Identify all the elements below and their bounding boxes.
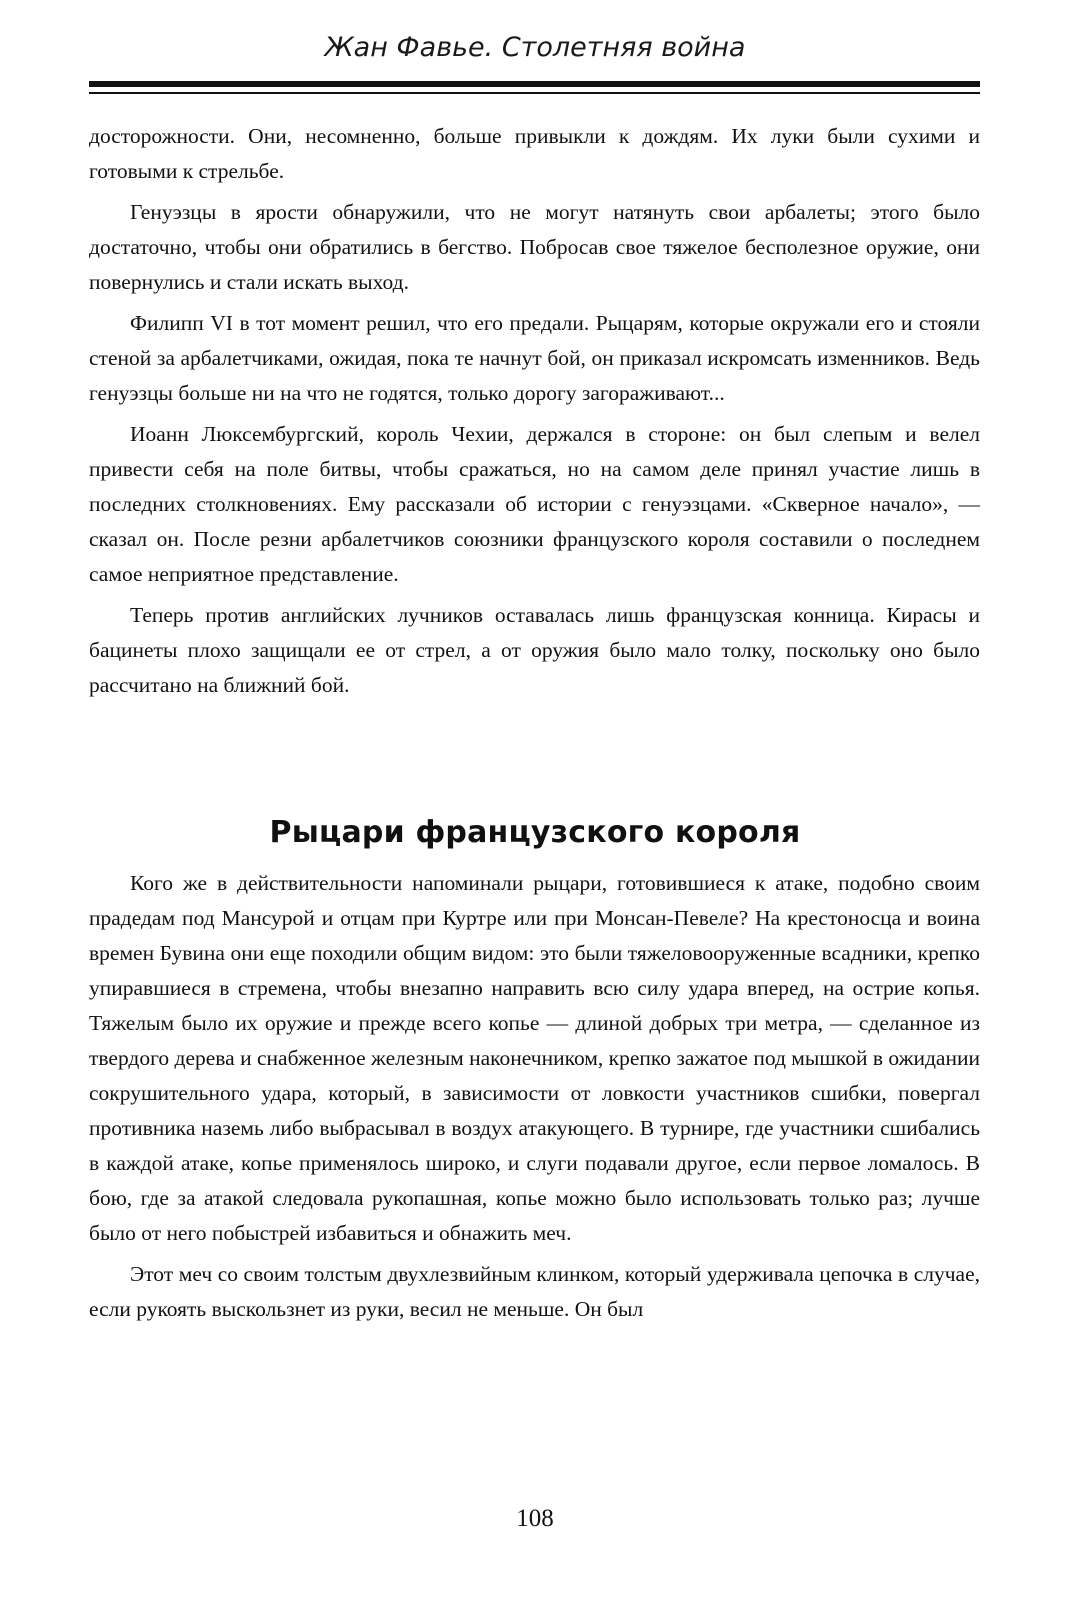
paragraph: Этот меч со своим толстым двухлезвийным клинком, который удерживала цепочка в случае, если рукоять выскользнет из руки, весил не меньше. Он был <box>89 1262 980 1321</box>
paragraph: Генуэзцы в ярости обнаружили, что не могут натянуть свои арбалеты; этого было достаточно, чтобы они обратились в бегство. Побросав свое тяжелое бесполезное оружие, они повернулись и стали искать выход. <box>89 200 980 294</box>
header-rule-thick <box>89 81 980 87</box>
paragraph: Теперь против английских лучников оставалась лишь французская конница. Кирасы и бацинеты плохо защищали ее от стрел, а от оружия было мало толку, поскольку оно было рассчитано на ближний бой. <box>89 603 980 697</box>
running-head: Жан Фавье. Столетняя война <box>324 32 746 63</box>
text-block-after-heading <box>89 866 980 1327</box>
section-heading: Рыцари французского короля <box>269 815 801 850</box>
paragraph: досторожности. Они, несомненно, больше привыкли к дождям. Их луки были сухими и готовыми к стрельбе. <box>89 124 980 183</box>
paragraph: Иоанн Люксембургский, король Чехии, держался в стороне: он был слепым и велел привести себя на поле битвы, чтобы сражаться, но на самом деле принял участие лишь в последних столкновениях. Ему рассказали об истории с генуэзцами. «Скверное начало», — сказал он. После резни арбалетчиков союзники французского короля составили о последнем самое неприятное представление. <box>89 422 980 586</box>
page-number: 108 <box>516 1505 554 1532</box>
paragraph: Филипп VI в тот момент решил, что его предали. Рыцарям, которые окружали его и стояли стеной за арбалетчиками, ожидая, пока те начнут бой, он приказал искромсать изменников. Ведь генуэзцы больше ни на что не годятся, только дорогу загораживают... <box>89 311 980 405</box>
text-block-before-heading <box>89 119 980 703</box>
paragraph: Кого же в действительности напоминали рыцари, готовившиеся к атаке, подобно своим прадедам под Мансурой и отцам при Куртре или при Монсан-Певеле? На крестоносца и воина времен Бувина они еще походили общим видом: это были тяжеловооруженные всадники, крепко упиравшиеся в стремена, чтобы внезапно направить всю силу удара вперед, на острие копья. Тяжелым было их оружие и прежде всего копье — длиной добрых три метра, — сделанное из твердого дерева и снабженное железным наконечником, крепко зажатое под мышкой в ожидании сокрушительного удара, который, в зависимости от ловкости участников сшибки, повергал противника наземь либо выбрасывал в воздух атакующего. В турнире, где участники сшибались в каждой атаке, копье применялось широко, и слуги подавали другое, если первое ломалось. В бою, где за атакой следовала рукопашная, копье можно было использовать только раз; лучше было от него побыстрей избавиться и обнажить меч. <box>89 871 980 1245</box>
header-rule-thin <box>89 92 980 94</box>
